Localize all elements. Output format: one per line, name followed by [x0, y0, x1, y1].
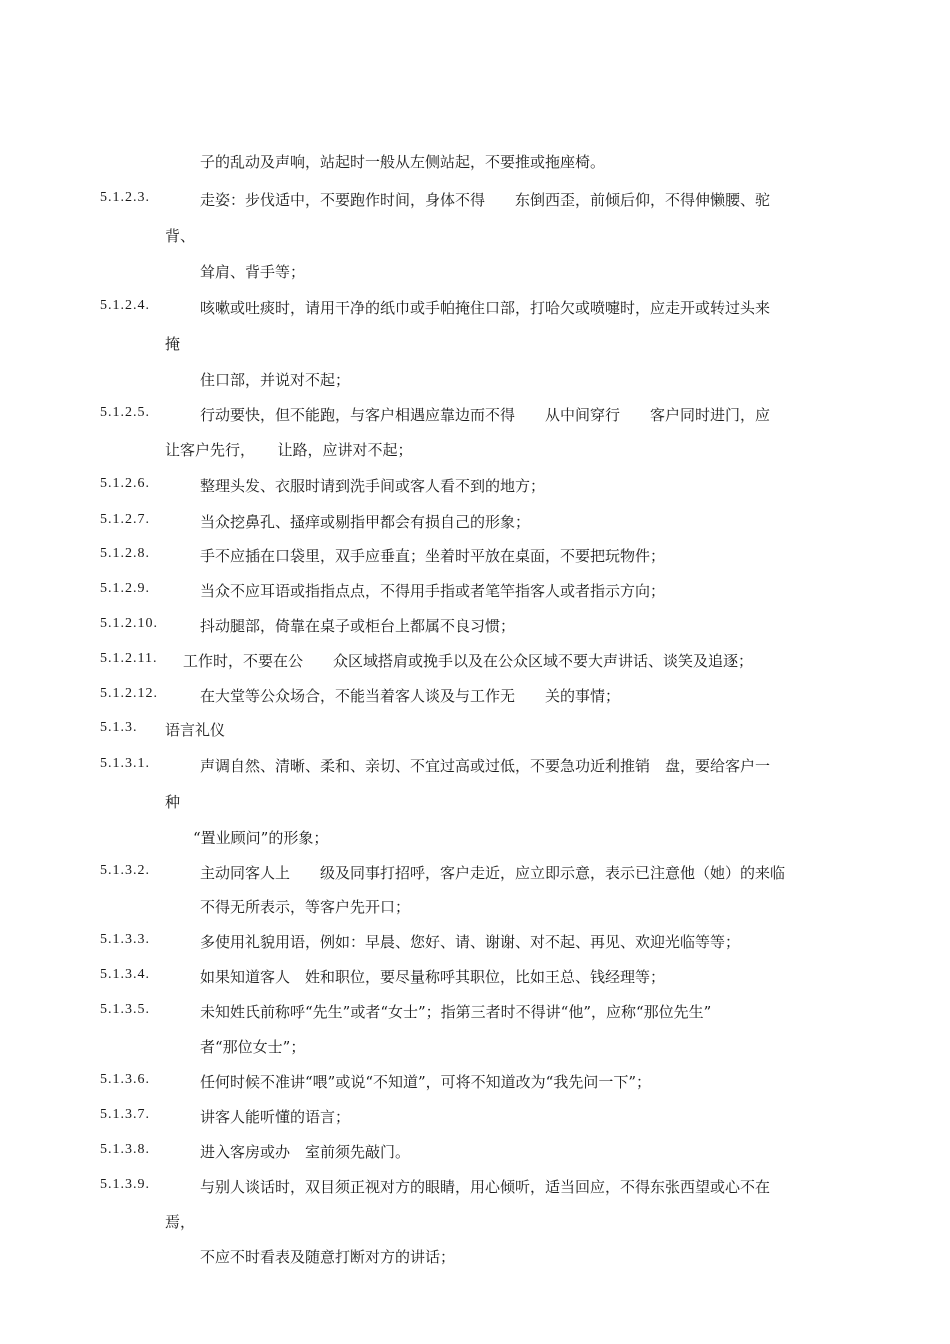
- clause-number: 5.1.2.11.: [100, 651, 158, 666]
- text-line: 如果知道客人 姓和职位，要尽量称呼其职位，比如王总、钱经理等；: [200, 968, 666, 986]
- text-line: 焉，: [165, 1213, 196, 1231]
- clause-number: 5.1.2.9.: [100, 581, 150, 596]
- text-line: 未知姓氏前称呼“先生”或者“女士”；指第三者时不得讲“他”，应称“那位先生”: [200, 1003, 712, 1021]
- text-line: 任何时候不准讲“喂”或说“不知道”，可将不知道改为“我先问一下”；: [200, 1073, 652, 1091]
- text-line: 当众挖鼻孔、搔痒或剔指甲都会有损自己的形象；: [200, 513, 531, 531]
- text-line: 咳嗽或吐痰时，请用干净的纸巾或手帕掩住口部，打哈欠或喷嚏时，应走开或转过头来: [200, 299, 771, 317]
- text-line: 抖动腿部，倚靠在桌子或柜台上都属不良习惯；: [200, 617, 516, 635]
- text-line: 主动同客人上 级及同事打招呼，客户走近，应立即示意，表示已注意他（她）的来临: [200, 864, 786, 882]
- text-line: 在大堂等公众场合，不能当着客人谈及与工作无 关的事情；: [200, 687, 621, 705]
- clause-number: 5.1.3.4.: [100, 967, 150, 982]
- clause-number: 5.1.2.5.: [100, 405, 150, 420]
- text-line: 工作时，不要在公 众区域搭肩或挽手以及在公众区域不要大声讲话、谈笑及追逐；: [183, 652, 754, 670]
- text-line: 种: [165, 793, 181, 811]
- text-line: 者“那位女士”；: [200, 1038, 306, 1056]
- clause-number: 5.1.2.6.: [100, 476, 150, 491]
- text-line: 进入客房或办 室前须先敲门。: [200, 1143, 411, 1161]
- text-line: 不得无所表示，等客户先开口；: [200, 898, 411, 916]
- text-line: 掩: [165, 335, 181, 353]
- clause-number: 5.1.3.9.: [100, 1177, 150, 1192]
- text-line: 讲客人能听懂的语言；: [200, 1108, 351, 1126]
- clause-number: 5.1.2.4.: [100, 298, 150, 313]
- text-line: 子的乱动及声响，站起时一般从左侧站起，不要推或拖座椅。: [200, 153, 606, 171]
- clause-number: 5.1.3.6.: [100, 1072, 150, 1087]
- clause-number: 5.1.2.12.: [100, 686, 158, 701]
- clause-number: 5.1.3.8.: [100, 1142, 150, 1157]
- clause-number: 5.1.3.2.: [100, 863, 150, 878]
- text-line: 走姿：步伐适中，不要跑作时间，身体不得 东倒西歪，前倾后仰，不得伸懒腰、驼: [200, 191, 771, 209]
- clause-number: 5.1.2.8.: [100, 546, 150, 561]
- clause-number: 5.1.2.10.: [100, 616, 158, 631]
- clause-number: 5.1.3.5.: [100, 1002, 150, 1017]
- text-line: 整理头发、衣服时请到洗手间或客人看不到的地方；: [200, 477, 546, 495]
- text-line: 当众不应耳语或指指点点，不得用手指或者笔竿指客人或者指示方向；: [200, 582, 666, 600]
- clause-number: 5.1.3.1.: [100, 756, 150, 771]
- text-line: 多使用礼貌用语，例如：早晨、您好、请、谢谢、对不起、再见、欢迎光临等等；: [200, 933, 741, 951]
- text-line: 声调自然、清晰、柔和、亲切、不宜过高或过低，不要急功近利推销 盘，要给客户一: [200, 757, 771, 775]
- text-line: 不应不时看表及随意打断对方的讲话；: [200, 1248, 456, 1266]
- clause-number: 5.1.3.7.: [100, 1107, 150, 1122]
- text-line: 手不应插在口袋里，双手应垂直；坐着时平放在桌面，不要把玩物件；: [200, 547, 666, 565]
- text-line: 耸肩、背手等；: [200, 263, 306, 281]
- text-line: 住口部，并说对不起；: [200, 371, 351, 389]
- text-line: 与别人谈话时，双目须正视对方的眼睛，用心倾听，适当回应，不得东张西望或心不在: [200, 1178, 771, 1196]
- text-line: 行动要快，但不能跑，与客户相遇应靠边而不得 从中间穿行 客户同时进门，应: [200, 406, 771, 424]
- text-line: “置业顾问”的形象；: [193, 829, 329, 847]
- clause-number: 5.1.2.7.: [100, 512, 150, 527]
- clause-number: 5.1.3.3.: [100, 932, 150, 947]
- clause-number: 5.1.2.3.: [100, 190, 150, 205]
- section-heading: 语言礼仪: [165, 721, 226, 739]
- text-line: 让客户先行， 让路，应讲对不起；: [165, 441, 413, 459]
- text-line: 背、: [165, 227, 196, 245]
- section-number: 5.1.3.: [100, 720, 138, 735]
